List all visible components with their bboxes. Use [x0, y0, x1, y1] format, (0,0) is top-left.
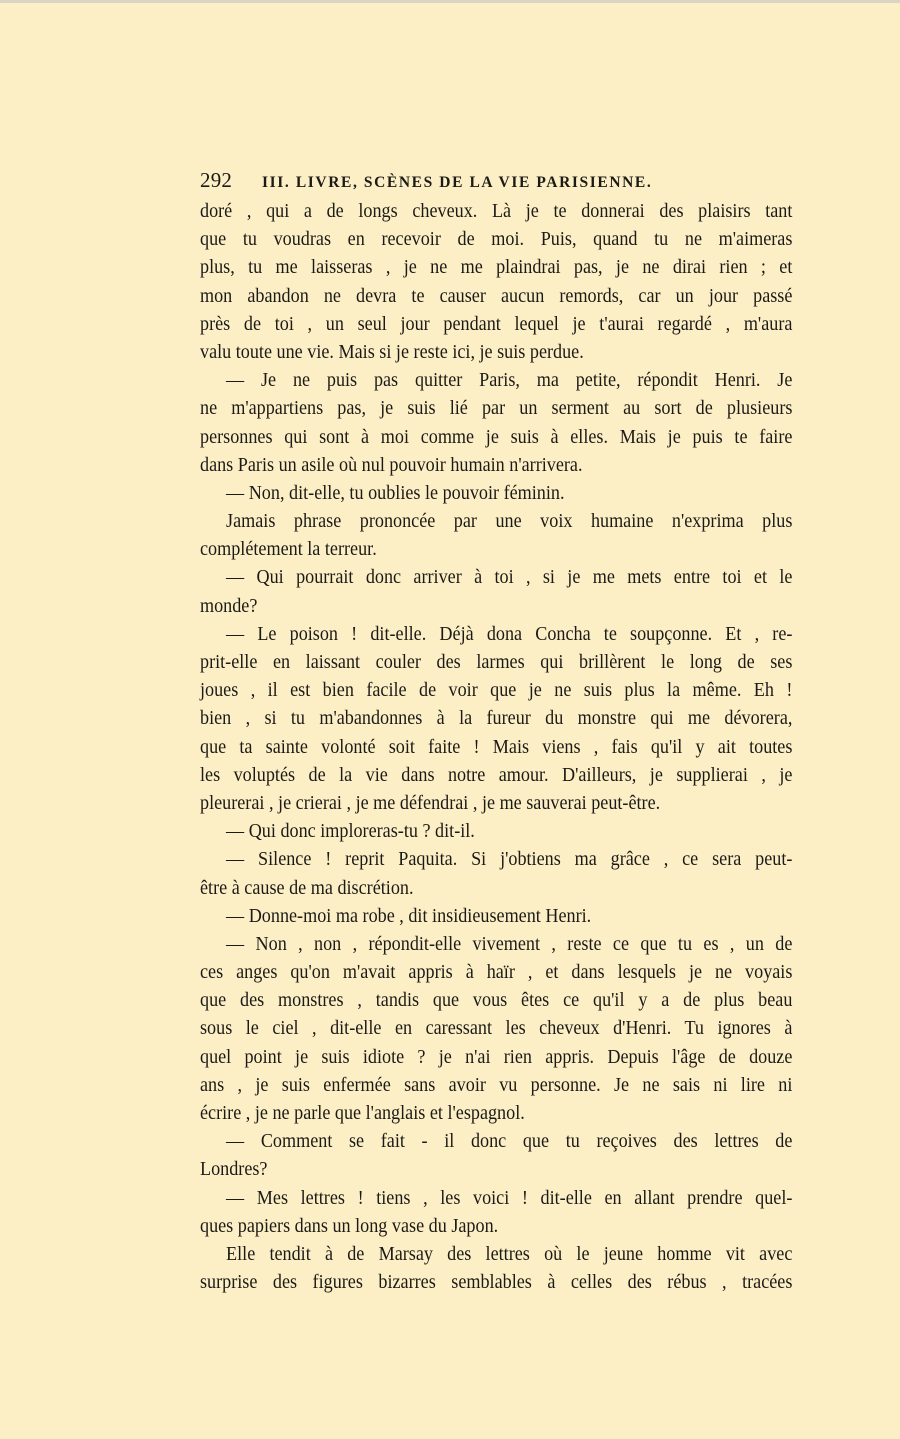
text-line: Elle tendit à de Marsay des lettres où le jeune homme vit avec	[226, 1243, 793, 1265]
running-head-title: III. LIVRE, SCÈNES DE LA VIE PARISIENNE.	[262, 174, 653, 191]
text-line: pleurerai , je crierai , je me défendrai , je me sauverai peut-être.	[200, 792, 661, 814]
text-line: ques papiers dans un long vase du Japon.	[200, 1215, 499, 1237]
text-line: surprise des figures bizarres semblables à celles des rébus , tracées	[200, 1272, 793, 1294]
text-line: — Qui pourrait donc arriver à toi , si je me mets entre toi et le	[226, 567, 793, 589]
text-line: doré , qui a de longs cheveux. Là je te donnerai des plaisirs tant	[200, 201, 793, 222]
text-line: personnes qui sont à moi comme je suis à elles. Mais je puis te faire	[200, 426, 793, 448]
text-line: — Le poison ! dit-elle. Déjà dona Concha te soupçonne. Et , re-	[226, 623, 793, 645]
text-line: — Silence ! reprit Paquita. Si j'obtiens ma grâce , ce sera peut-	[226, 849, 793, 871]
text-line: ans , je suis enfermée sans avoir vu personne. Je ne sais ni lire ni	[200, 1074, 793, 1096]
text-line: mon abandon ne devra te causer aucun remords, car un jour passé	[200, 285, 793, 307]
text-line: Jamais phrase prononcée par une voix humaine n'exprima plus	[226, 511, 793, 533]
text-line: ne m'appartiens pas, je suis lié par un serment au sort de plusieurs	[200, 398, 793, 420]
text-line: prit-elle en laissant couler des larmes qui brillèrent le long de ses	[200, 652, 793, 673]
text-line: monde?	[200, 595, 258, 617]
text-line: — Non , non , répondit-elle vivement , reste ce que tu es , un de	[226, 933, 793, 955]
text-line: — Non, dit-elle, tu oublies le pouvoir féminin.	[226, 482, 565, 504]
text-line: que ta sainte volonté soit faite ! Mais viens , fais qu'il y ait toutes	[200, 736, 793, 758]
text-line: que des monstres , tandis que vous êtes ce qu'il y a de plus beau	[200, 990, 793, 1012]
text-line: complétement la terreur.	[200, 539, 377, 561]
text-line: être à cause de ma discrétion.	[200, 877, 414, 899]
text-line: — Je ne puis pas quitter Paris, ma petite, répondit Henri. Je	[226, 370, 793, 392]
book-page	[200, 168, 792, 1297]
text-line: ces anges qu'on m'avait appris à haïr , et dans lesquels je ne voyais	[200, 962, 793, 984]
text-line: sous le ciel , dit-elle en caressant les cheveux d'Henri. Tu ignores à	[200, 1018, 793, 1040]
text-line: dans Paris un asile où nul pouvoir humain n'arrivera.	[200, 454, 583, 476]
body-text	[200, 198, 792, 1297]
running-head	[200, 168, 792, 198]
text-line: valu toute une vie. Mais si je reste ici, je suis perdue.	[200, 341, 584, 363]
text-line: Londres?	[200, 1159, 268, 1181]
text-line: quel point je suis idiote ? je n'ai rien appris. Depuis l'âge de douze	[200, 1046, 793, 1068]
text-line: plus, tu me laisseras , je ne me plaindrai pas, je ne dirai rien ; et	[200, 257, 793, 279]
text-line: — Comment se fait - il donc que tu reçoives des lettres de	[226, 1131, 793, 1153]
page-top-edge	[0, 0, 900, 3]
text-line: écrire , je ne parle que l'anglais et l'espagnol.	[200, 1103, 525, 1124]
text-line: — Qui donc imploreras-tu ? dit-il.	[226, 821, 475, 843]
text-line: les voluptés de la vie dans notre amour. D'ailleurs, je supplierai , je	[200, 764, 793, 786]
text-line: bien , si tu m'abandonnes à la fureur du monstre qui me dévorera,	[200, 708, 793, 730]
text-line: — Donne-moi ma robe , dit insidieusement Henri.	[226, 905, 592, 927]
text-line: joues , il est bien facile de voir que je ne suis plus la même. Eh !	[200, 680, 793, 702]
page-number: 292	[200, 168, 233, 192]
text-line: que tu voudras en recevoir de moi. Puis, quand tu ne m'aimeras	[200, 229, 793, 251]
text-line: près de toi , un seul jour pendant lequel je t'aurai regardé , m'aura	[200, 313, 793, 335]
text-line: — Mes lettres ! tiens , les voici ! dit-elle en allant prendre quel-	[226, 1187, 793, 1209]
